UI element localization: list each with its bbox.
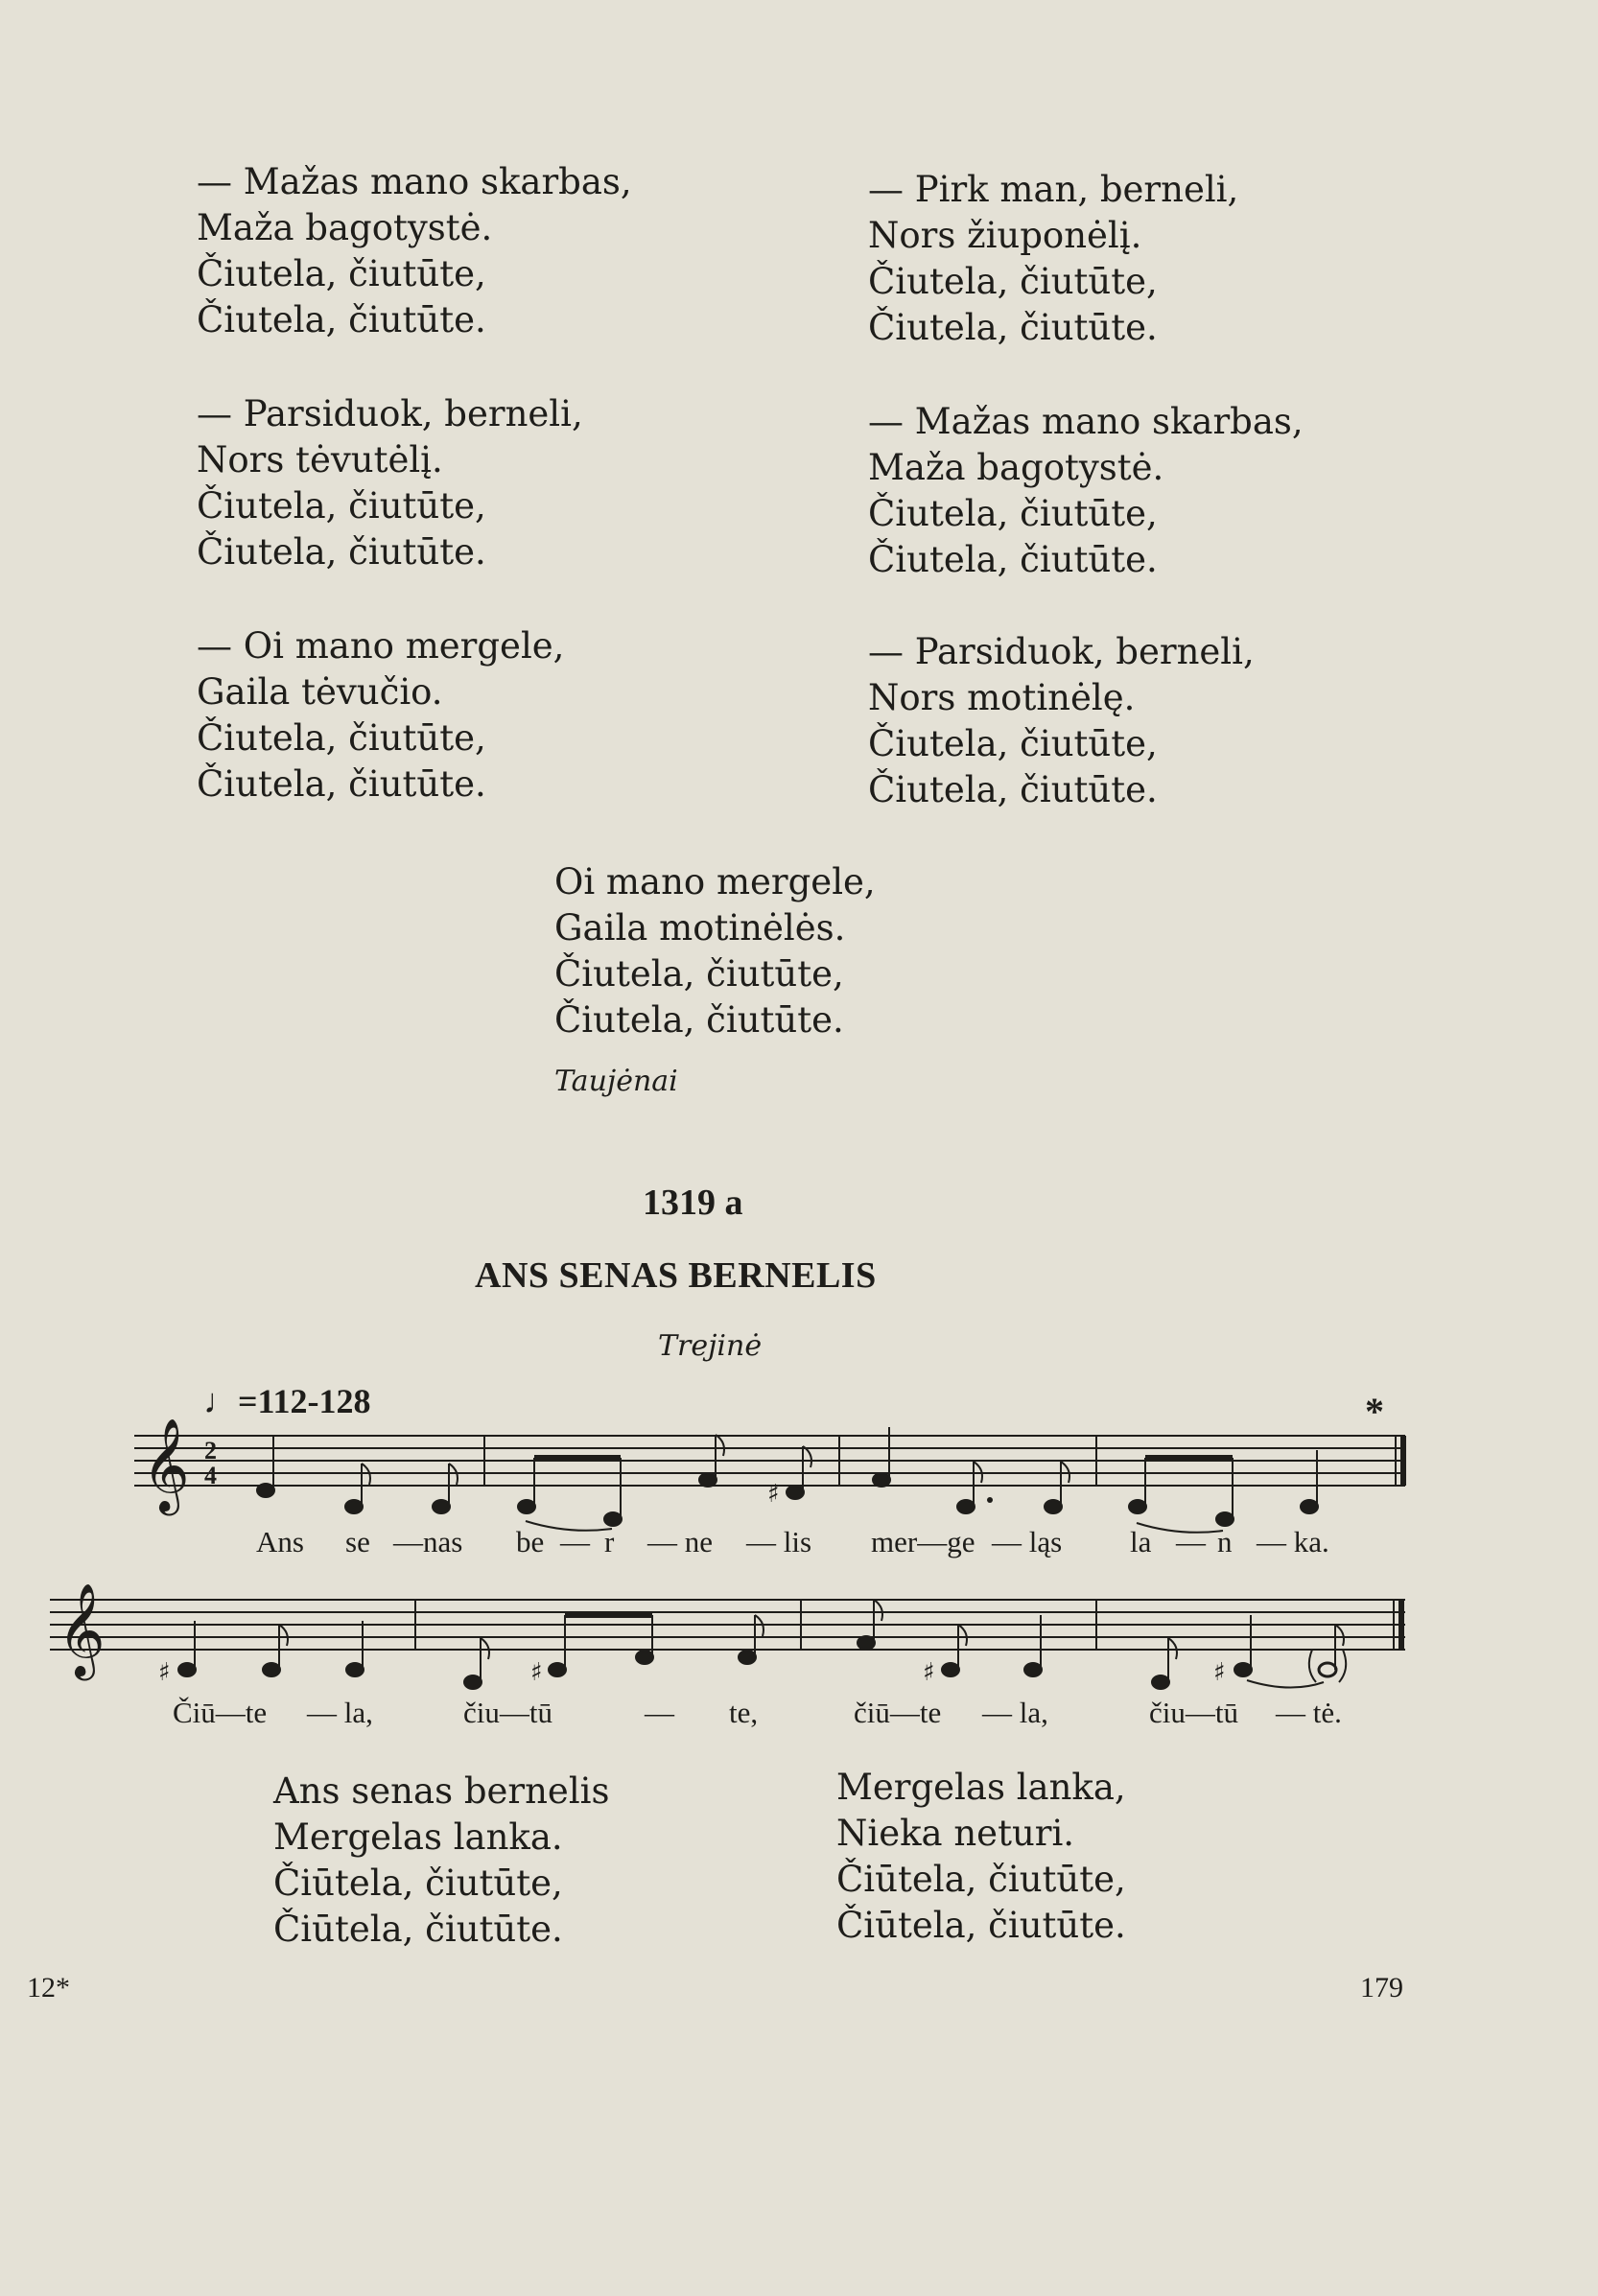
lyric-syllable: be [516, 1525, 545, 1558]
verse-line: — Oi mano mergele, [197, 625, 565, 667]
verse-line: Čiutela, čiutūte. [197, 531, 486, 573]
lyric-syllable: čiu—tū [463, 1696, 552, 1729]
verse-line: Čiutela, čiutūte, [197, 485, 486, 527]
sharp-icon: ♯ [923, 1658, 935, 1687]
verse-line: Nors tėvutėlį. [197, 439, 443, 480]
verse-line: — Parsiduok, berneli, [197, 393, 583, 434]
note [518, 1500, 535, 1513]
sharp-icon: ♯ [158, 1658, 171, 1687]
treble-clef-icon: 𝄞 [58, 1582, 106, 1676]
note [1129, 1500, 1146, 1513]
stanza-8 [273, 1769, 609, 1953]
page-number: 179 [1360, 1972, 1403, 2003]
note [1234, 1663, 1252, 1676]
verse-line: Čiutela, čiutūte. [197, 299, 486, 340]
note [1045, 1500, 1062, 1513]
note [942, 1663, 959, 1676]
verse-line: Čiutela, čiutūte, [197, 717, 486, 759]
lyric-syllable: la [1130, 1525, 1152, 1558]
verse-line: Čiūtela, čiutūte. [273, 1909, 563, 1950]
verse-line: Čiutela, čiutūte, [197, 253, 486, 294]
verse-line: Maža bagotystė. [868, 447, 1164, 488]
note [464, 1675, 482, 1689]
note [787, 1486, 804, 1499]
staff-1-notes [257, 1427, 1318, 1533]
lyric-syllable: — lis [746, 1525, 812, 1558]
lyric-syllable: — [645, 1696, 674, 1729]
verse-line: Čiutela, čiutūte, [554, 953, 844, 995]
lyric-syllable: Ans [256, 1525, 304, 1558]
verse-line: Oi mano mergele, [554, 861, 876, 902]
verse-line: Nors motinėlę. [868, 677, 1136, 718]
lyric-syllable: čiū—te [854, 1696, 942, 1729]
note [873, 1473, 890, 1487]
lyric-syllable: mer—ge [871, 1525, 975, 1558]
verse-line: Čiutela, čiutūte. [197, 763, 486, 805]
note [636, 1651, 653, 1664]
verse-line: Ans senas bernelis [273, 1770, 610, 1812]
staff-2 [50, 1600, 1405, 1650]
note [1301, 1500, 1318, 1513]
note [1024, 1663, 1042, 1676]
verse-line: Gaila motinėlės. [554, 907, 846, 949]
verse-line: Čiutela, čiutūte. [868, 539, 1158, 580]
asterisk-mark: * [1365, 1390, 1384, 1433]
sharp-icon: ♯ [530, 1658, 543, 1687]
lyric-syllable: — la, [307, 1696, 373, 1729]
verse-line: Čiūtela, čiutūte. [836, 1905, 1126, 1946]
note [858, 1636, 875, 1650]
lyric-syllable: — ląs [992, 1525, 1063, 1558]
treble-clef-icon: 𝄞 [142, 1417, 190, 1511]
lyric-syllable: — ne [647, 1525, 714, 1558]
note [178, 1663, 196, 1676]
lyric-syllable: n [1217, 1525, 1233, 1558]
verse-line: — Mažas mano skarbas, [197, 161, 632, 202]
note [1216, 1512, 1234, 1526]
note [604, 1512, 622, 1526]
verse-line: Čiutela, čiutūte, [868, 723, 1158, 764]
verse-line: Maža bagotystė. [197, 207, 493, 248]
verse-line: Čiutela, čiutūte. [868, 307, 1158, 348]
note [263, 1663, 280, 1676]
verse-line: Mergelas lanka. [273, 1816, 563, 1858]
song-type: Trejinė [658, 1329, 763, 1363]
note [345, 1500, 363, 1513]
note [346, 1663, 364, 1676]
note [699, 1473, 717, 1487]
note [433, 1500, 450, 1513]
sharp-icon: ♯ [1213, 1658, 1226, 1687]
verse-line: Gaila tėvučio. [197, 671, 443, 713]
verse-line: — Parsiduok, berneli, [868, 631, 1255, 672]
note [549, 1663, 566, 1676]
lyric-syllable: Čiū—te [173, 1696, 268, 1729]
verse-line: Čiutela, čiutūte. [868, 769, 1158, 810]
verse-line: Čiutela, čiutūte, [868, 493, 1158, 534]
time-sig-top: 2 [204, 1437, 217, 1464]
sharp-icon: ♯ [767, 1480, 780, 1509]
lyric-syllable: — [1176, 1525, 1206, 1558]
note [1152, 1675, 1169, 1689]
verse-line: Nieka neturi. [836, 1813, 1075, 1854]
lyric-syllable: — tė. [1276, 1696, 1342, 1729]
signature-mark: 12* [27, 1972, 70, 2003]
note [957, 1500, 975, 1513]
verse-line: — Pirk man, berneli, [868, 169, 1239, 210]
song-number: 1319 a [643, 1183, 743, 1223]
stanza-9 [836, 1765, 1126, 1949]
lyric-syllable: — [560, 1525, 590, 1558]
song-title: ANS SENAS BERNELIS [475, 1255, 877, 1296]
note [1319, 1663, 1336, 1676]
lyric-syllable: čiu—tū [1149, 1696, 1238, 1729]
verse-line: Nors žiuponėlį. [868, 215, 1142, 256]
note [257, 1484, 274, 1497]
verse-line: Mergelas lanka, [836, 1767, 1126, 1808]
verse-line: Čiutela, čiutūte, [868, 261, 1158, 302]
note [739, 1651, 756, 1664]
verse-line: Čiūtela, čiutūte, [836, 1859, 1126, 1900]
verse-line: — Mažas mano skarbas, [868, 401, 1304, 442]
lyric-syllable: — la, [982, 1696, 1048, 1729]
time-sig-bottom: 4 [204, 1462, 217, 1489]
verse-line: Čiūtela, čiutūte, [273, 1863, 563, 1904]
verse-line: Čiutela, čiutūte. [554, 999, 844, 1041]
lyric-syllable: — ka. [1257, 1525, 1329, 1558]
tempo-marking: ♩=112-128 [203, 1382, 371, 1420]
lyric-syllable: se [345, 1525, 370, 1558]
lyric-syllable: —nas [393, 1525, 463, 1558]
lyric-syllable: te, [729, 1696, 759, 1729]
source-place: Taujėnai [554, 1065, 678, 1098]
lyric-syllable: r [604, 1525, 615, 1558]
